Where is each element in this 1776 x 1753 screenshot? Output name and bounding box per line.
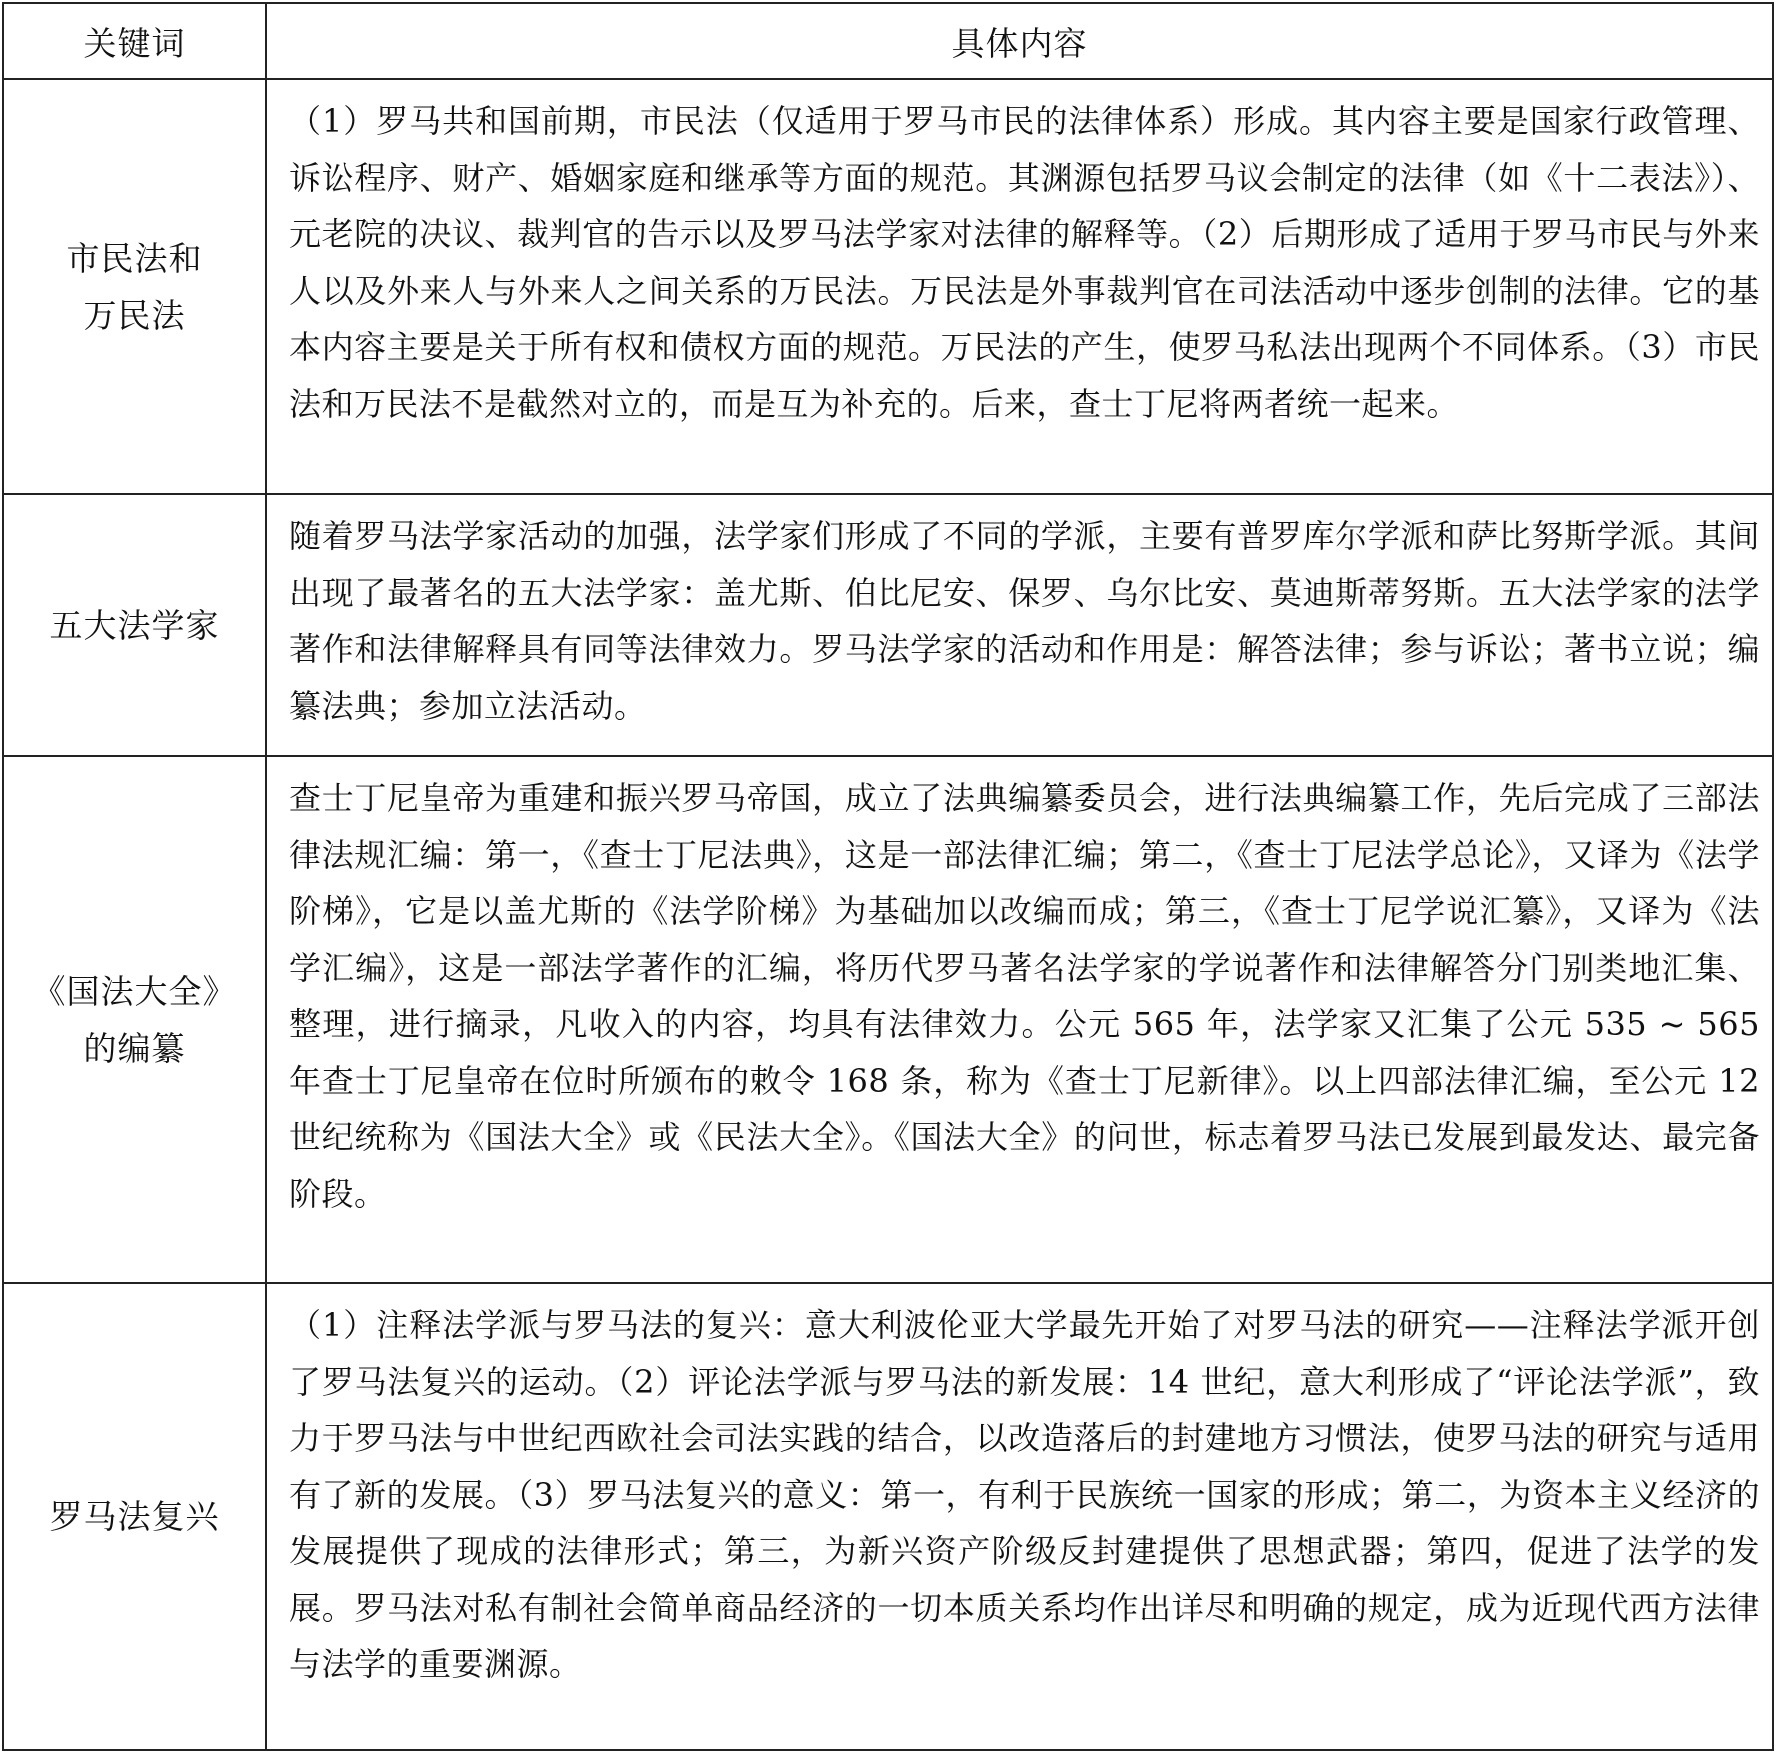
row-content-civil-law: （1）罗马共和国前期，市民法（仅适用于罗马市民的法律体系）形成。其内容主要是国家行政管理、诉讼程序、财产、婚姻家庭和继承等方面的规范。其渊源包括罗马议会制定的法律（如《十二表法》）、元老院的决议、裁判官的告示以及罗马法学家对法律的解释等。（2）后期形成了适用于罗马市民与外来人以及外来人与外来人之间关系的万民法。万民法是外事裁判官在司法活动中逐步创制的法律。它的基本内容主要是关于所有权和债权方面的规范。万民法的产生，使罗马私法出现两个不同体系。（3）市民法和万民法不是截然对立的，而是互为补充的。后来，查士丁尼将两者统一起来。 bbox=[267, 80, 1772, 495]
row-keyword-corpus-juris: 《国法大全》 的编纂 bbox=[4, 757, 267, 1284]
row-content-corpus-juris: 查士丁尼皇帝为重建和振兴罗马帝国，成立了法典编纂委员会，进行法典编纂工作，先后完成了三部法律法规汇编：第一，《查士丁尼法典》，这是一部法律汇编；第二，《查士丁尼法学总论》，又译为《法学阶梯》，它是以盖尤斯的《法学阶梯》为基础加以改编而成；第三，《查士丁尼学说汇纂》，又译为《法学汇编》，这是一部法学著作的汇编，将历代罗马著名法学家的学说著作和法律解答分门别类地汇集、整理，进行摘录，凡收入的内容，均具有法律效力。公元 565 年，法学家又汇集了公元 535 ~ 565 年查士丁尼皇帝在位时所颁布的敕令 168 条，称为《查士丁尼新律》。以上四部法律汇编，至公元 12 世纪统称为《国法大全》或《民法大全》。《国法大全》的问世，标志着罗马法已发展到最发达、最完备阶段。 bbox=[267, 757, 1772, 1284]
roman-law-table bbox=[2, 2, 1774, 1751]
row-content-revival: （1）注释法学派与罗马法的复兴：意大利波伦亚大学最先开始了对罗马法的研究——注释法学派开创了罗马法复兴的运动。（2）评论法学派与罗马法的新发展：14 世纪，意大利形成了“评论法学派”，致力于罗马法与中世纪西欧社会司法实践的结合，以改造落后的封建地方习惯法，使罗马法的研究与适用有了新的发展。（3）罗马法复兴的意义：第一，有利于民族统一国家的形成；第二，为资本主义经济的发展提供了现成的法律形式；第三，为新兴资产阶级反封建提供了思想武器；第四，促进了法学的发展。罗马法对私有制社会简单商品经济的一切本质关系均作出详尽和明确的规定，成为近现代西方法律与法学的重要渊源。 bbox=[289, 1306, 1760, 1683]
header-keyword: 关键词 bbox=[4, 4, 267, 80]
row-keyword-civil-law: 市民法和 万民法 bbox=[4, 80, 267, 495]
row-content-five-jurists: 随着罗马法学家活动的加强，法学家们形成了不同的学派，主要有普罗库尔学派和萨比努斯学派。其间出现了最著名的五大法学家：盖尤斯、伯比尼安、保罗、乌尔比安、莫迪斯蒂努斯。五大法学家的法学著作和法律解释具有同等法律效力。罗马法学家的活动和作用是：解答法律；参与诉讼；著书立说；编纂法典；参加立法活动。 bbox=[267, 495, 1772, 757]
header-content: 具体内容 bbox=[267, 4, 1772, 80]
row-keyword-revival: 罗马法复兴 bbox=[4, 1284, 267, 1749]
row-keyword-five-jurists: 五大法学家 bbox=[4, 495, 267, 757]
